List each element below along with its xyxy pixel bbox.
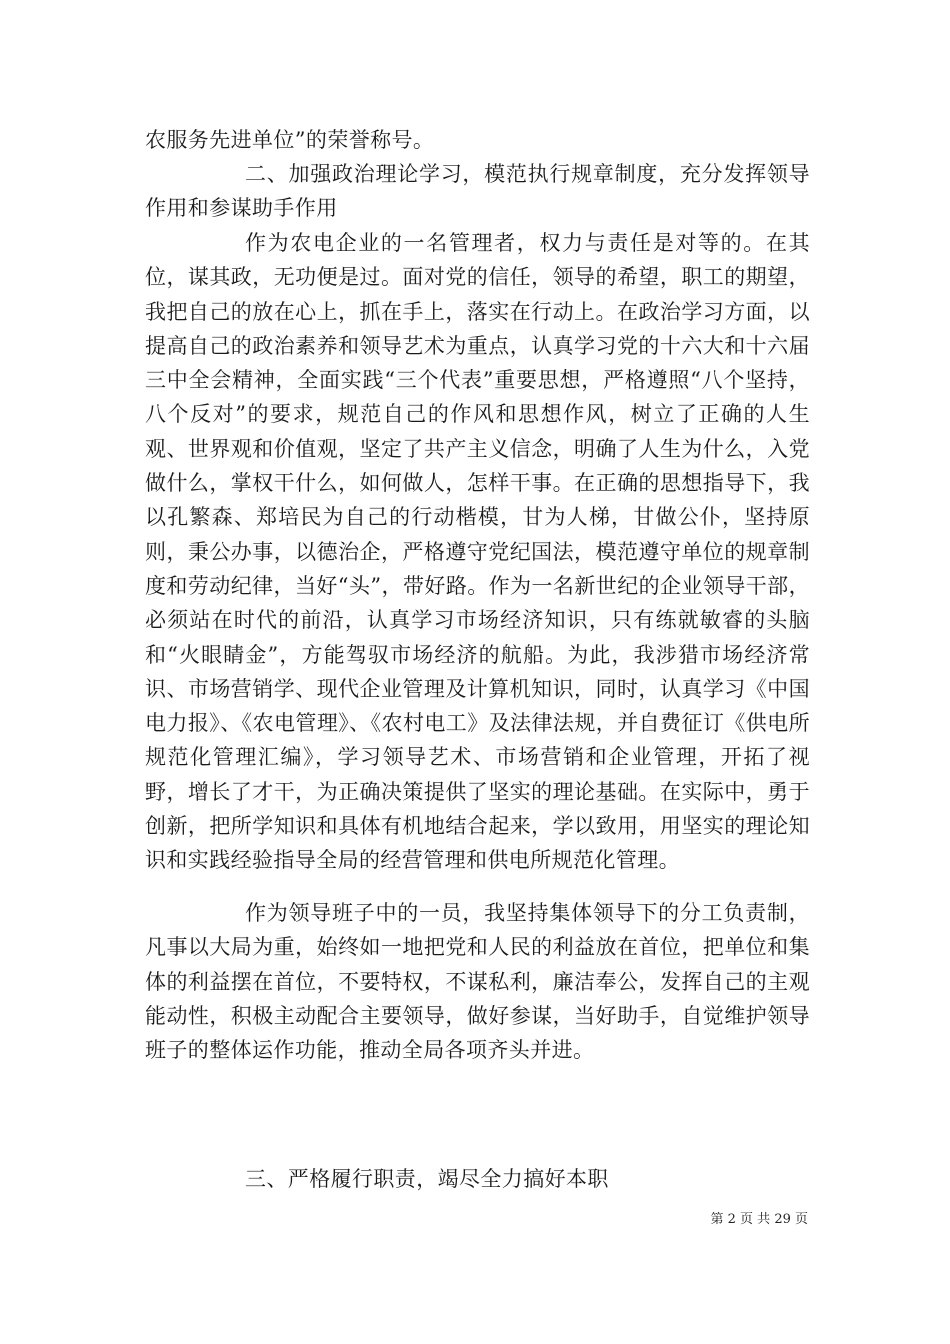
- page-number-footer: 第 2 页 共 29 页: [710, 1212, 808, 1227]
- body-paragraph-two-text: 作为领导班子中的一员，我坚持集体领导下的分工负责制，凡事以大局为重，始终如一地把党和人民的利益放在首位，把单位和集体的利益摆在首位，不要特权，不谋私利，廉洁奉公，发挥自己的主观能动性，积极主动配合主要领导，做好参谋，当好助手，自觉维护领导班子的整体运作功能，推动全局各项齐头并进。: [145, 901, 810, 1063]
- section-heading-three: [145, 1162, 810, 1196]
- section-heading-three-text: 三、严格履行职责，竭尽全力搞好本职: [245, 1167, 609, 1191]
- body-paragraph-one-text: 作为农电企业的一名管理者，权力与责任是对等的。在其位，谋其政，无功便是过。面对党的信任，领导的希望，职工的期望，我把自己的放在心上，抓在手上，落实在行动上。在政治学习方面，以提高自己的政治素养和领导艺术为重点，认真学习党的十六大和十六届三中全会精神，全面实践“三个代表”重要思想，严格遵照“八个坚持，八个反对”的要求，规范自己的作风和思想作风，树立了正确的人生观、世界观和价值观，坚定了共产主义信念，明确了人生为什么，入党做什么，掌权干什么，如何做人，怎样干事。在正确的思想指导下，我以孔繁森、郑培民为自己的行动楷模，甘为人梯，甘做公仆，坚持原则，秉公办事，以德治企，严格遵守党纪国法，模范遵守单位的规章制度和劳动纪律，当好“头”，带好路。作为一名新世纪的企业领导干部，必须站在时代的前沿，认真学习市场经济知识，只有练就敏睿的头脑和“火眼睛金”，方能驾驭市场经济的航船。为此，我涉猎市场经济常识、市场营销学、现代企业管理及计算机知识，同时，认真学习《中国电力报》、《农电管理》、《农村电工》及法律法规，并自费征订《供电所规范化管理汇编》，学习领导艺术、市场营销和企业管理，开拓了视野，增长了才干，为正确决策提供了坚实的理论基础。在实际中，勇于创新，把所学知识和具体有机地结合起来，学以致用，用坚实的理论知识和实践经验指导全局的经营管理和供电所规范化管理。: [145, 231, 810, 873]
- section-heading-two: [145, 157, 810, 226]
- section-heading-two-text: 二、加强政治理论学习，模范执行规章制度，充分发挥领导作用和参谋助手作用: [145, 162, 810, 221]
- continuation-paragraph: [145, 123, 810, 157]
- continuation-text: 农服务先进单位”的荣誉称号。: [145, 128, 435, 152]
- body-paragraph-one: [145, 226, 810, 878]
- body-paragraph-two: [145, 896, 810, 1067]
